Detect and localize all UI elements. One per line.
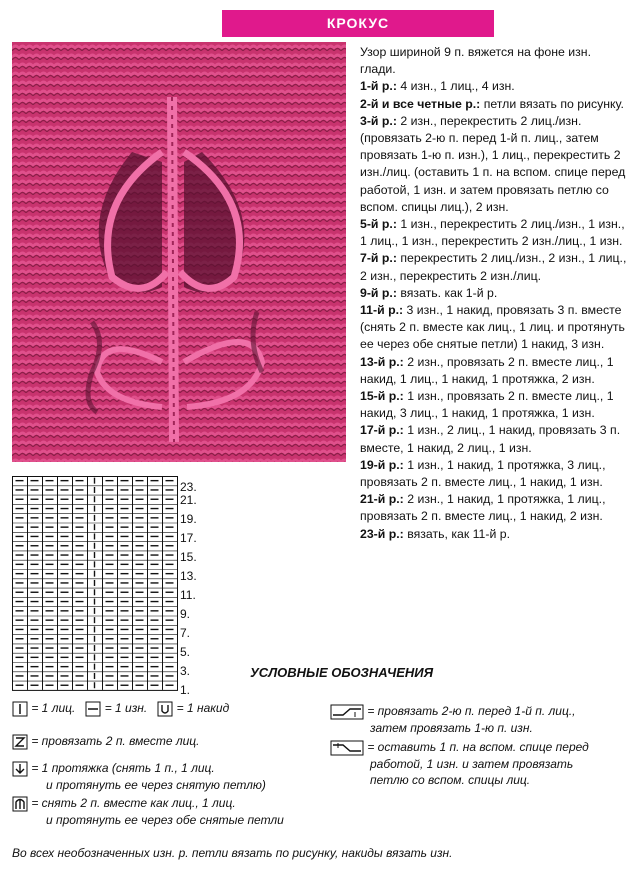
legend-cross-left-row bbox=[330, 703, 575, 736]
row-label: 7-й р.: bbox=[360, 251, 397, 266]
row-text: 1 изн., 1 накид, 1 протяжка, 3 лиц., провязать 2 п. вместе лиц., 1 накид, 1 изн. bbox=[360, 457, 606, 490]
legend-knit: = 1 лиц. bbox=[31, 701, 76, 715]
row-label: 23-й р.: bbox=[360, 526, 404, 541]
row-label: 19-й р.: bbox=[360, 457, 404, 472]
row-text: 2 изн., провязать 2 п. вместе лиц., 1 накид, 1 лиц., 1 накид, 1 протяжка, 2 изн. bbox=[360, 354, 614, 386]
legend-basic bbox=[12, 700, 229, 717]
instruction-row bbox=[360, 388, 628, 422]
row-label: 15-й р.: bbox=[360, 389, 404, 404]
legend-title: УСЛОВНЫЕ ОБОЗНАЧЕНИЯ bbox=[250, 665, 434, 680]
instruction-row bbox=[360, 250, 628, 284]
intro-text: Узор шириной 9 п. вяжется на фоне изн. глади. bbox=[360, 45, 592, 77]
chart-row-number: 7. bbox=[180, 626, 191, 640]
chart-row-number: 23. bbox=[180, 480, 197, 494]
cross-left-symbol-icon bbox=[330, 704, 364, 720]
purl-symbol-icon bbox=[85, 701, 101, 717]
s2kp-symbol-icon bbox=[12, 796, 28, 812]
row-text: 2 изн., 1 накид, 1 протяжка, 1 лиц., провязать 2 п. вместе лиц., 1 накид, 2 изн. bbox=[360, 492, 606, 524]
row-label: 5-й р.: bbox=[360, 217, 397, 232]
chart-row-number: 3. bbox=[180, 664, 191, 678]
instruction-row bbox=[360, 526, 628, 543]
row-label: 3-й р.: bbox=[360, 113, 397, 128]
instruction-row bbox=[360, 78, 628, 95]
chart-row-number: 13. bbox=[180, 569, 197, 583]
instructions bbox=[360, 44, 628, 543]
legend-s2kp-row bbox=[12, 795, 284, 828]
legend-s2kp-2: и протянуть ее через обе снятые петли bbox=[46, 812, 284, 827]
legend-k2tog-row bbox=[12, 733, 200, 750]
chart-row-number: 17. bbox=[180, 531, 197, 545]
instruction-row bbox=[360, 302, 628, 354]
instruction-row bbox=[360, 354, 628, 388]
legend-k2tog: = провязать 2 п. вместе лиц. bbox=[31, 734, 200, 748]
legend-cross-left-2: затем провязать 1-ю п. изн. bbox=[370, 720, 533, 735]
chart-row-number: 19. bbox=[180, 512, 197, 526]
instruction-row bbox=[360, 113, 628, 216]
legend-cross-left-1: = провязать 2-ю п. перед 1-й п. лиц., bbox=[367, 704, 576, 718]
chart-row-number: 1. bbox=[180, 683, 191, 697]
row-text: 1 изн., 2 лиц., 1 накид, провязать 3 п. вместе, 1 накид, 2 лиц., 1 изн. bbox=[360, 423, 621, 455]
row-text: 1 изн., провязать 2 п. вместе лиц., 1 накид, 3 лиц., 1 накид, 1 протяжка, 1 изн. bbox=[360, 389, 614, 421]
chart-row-numbers bbox=[180, 478, 197, 700]
chart-row-number: 21. bbox=[180, 493, 197, 507]
legend-cross-right-1: = оставить 1 п. на вспом. спице перед bbox=[367, 740, 589, 754]
legend-cross-right-3: петлю со вспом. спицы лиц. bbox=[370, 772, 531, 787]
row-text: вязать. как 1-й р. bbox=[396, 285, 498, 300]
knitting-chart bbox=[12, 476, 180, 691]
row-label: 17-й р.: bbox=[360, 423, 404, 438]
row-text: 2 изн., перекрестить 2 лиц./изн. (провязать 2-ю п. перед 1-й п. лиц., затем провязать 1-ю п. изн.), 1 лиц., перекрестить 2 изн./лиц. (оставить 1 п. на вспом. спице перед работой, 1 изн. и затем провязать петлю со вспом. спицы лиц.), 2 изн. bbox=[360, 113, 626, 214]
chart-row-number: 5. bbox=[180, 645, 191, 659]
legend-ssk-1: = 1 протяжка (снять 1 п., 1 лиц. bbox=[31, 761, 215, 775]
section-title: КРОКУС bbox=[222, 10, 494, 37]
knit-symbol-icon bbox=[12, 701, 28, 717]
row-label: 1-й р.: bbox=[360, 79, 397, 94]
row-label: 2-й и все четные р.: bbox=[360, 96, 481, 111]
yarn-over-symbol-icon bbox=[157, 701, 173, 717]
chart-row-number: 9. bbox=[180, 607, 191, 621]
row-text: перекрестить 2 лиц./изн., 2 изн., 1 лиц., 2 изн., перекрестить 2 изн./лиц. bbox=[360, 251, 627, 283]
legend-yo: = 1 накид bbox=[176, 701, 230, 715]
row-text: 3 изн., 1 накид, провязать 3 п. вместе (снять 2 п. вместе как лиц., 1 лиц. и протянуть ее через обе снятые петли) 1 накид, 3 изн. bbox=[360, 303, 625, 352]
legend-ssk-2: и протянуть ее через снятую петлю) bbox=[46, 777, 266, 792]
row-text: 1 изн., перекрестить 2 лиц./изн., 1 изн., 1 лиц., 1 изн., перекрестить 2 изн./лиц., 1 изн. bbox=[360, 217, 625, 249]
ssk-symbol-icon bbox=[12, 761, 28, 777]
chart-row-number: 11. bbox=[180, 588, 196, 602]
row-label: 11-й р.: bbox=[360, 303, 404, 318]
legend-cross-right-row bbox=[330, 739, 589, 788]
instruction-row bbox=[360, 216, 628, 250]
cross-right-symbol-icon bbox=[330, 740, 364, 756]
instruction-row bbox=[360, 96, 628, 113]
row-text: вязать, как 11-й р. bbox=[403, 526, 511, 541]
row-label: 21-й р.: bbox=[360, 492, 404, 507]
instruction-row bbox=[360, 457, 628, 491]
k2tog-symbol-icon bbox=[12, 734, 28, 750]
legend-ssk-row bbox=[12, 760, 266, 793]
row-text: 4 изн., 1 лиц., 4 изн. bbox=[396, 79, 515, 94]
legend-cross-right-2: работой, 1 изн. и затем провязать bbox=[370, 756, 574, 771]
row-text: петли вязать по рисунку. bbox=[480, 96, 624, 111]
row-label: 13-й р.: bbox=[360, 354, 404, 369]
rows-list bbox=[360, 78, 628, 542]
instruction-row bbox=[360, 422, 628, 456]
legend-purl: = 1 изн. bbox=[104, 701, 148, 715]
legend-s2kp-1: = снять 2 п. вместе как лиц., 1 лиц. bbox=[31, 796, 236, 810]
chart-row-number: 15. bbox=[180, 550, 197, 564]
footer-note: Во всех необозначенных изн. р. петли вязать по рисунку, накиды вязать изн. bbox=[12, 846, 453, 860]
swatch-photo bbox=[12, 42, 346, 462]
row-label: 9-й р.: bbox=[360, 285, 397, 300]
instruction-row bbox=[360, 491, 628, 525]
instruction-row bbox=[360, 285, 628, 302]
